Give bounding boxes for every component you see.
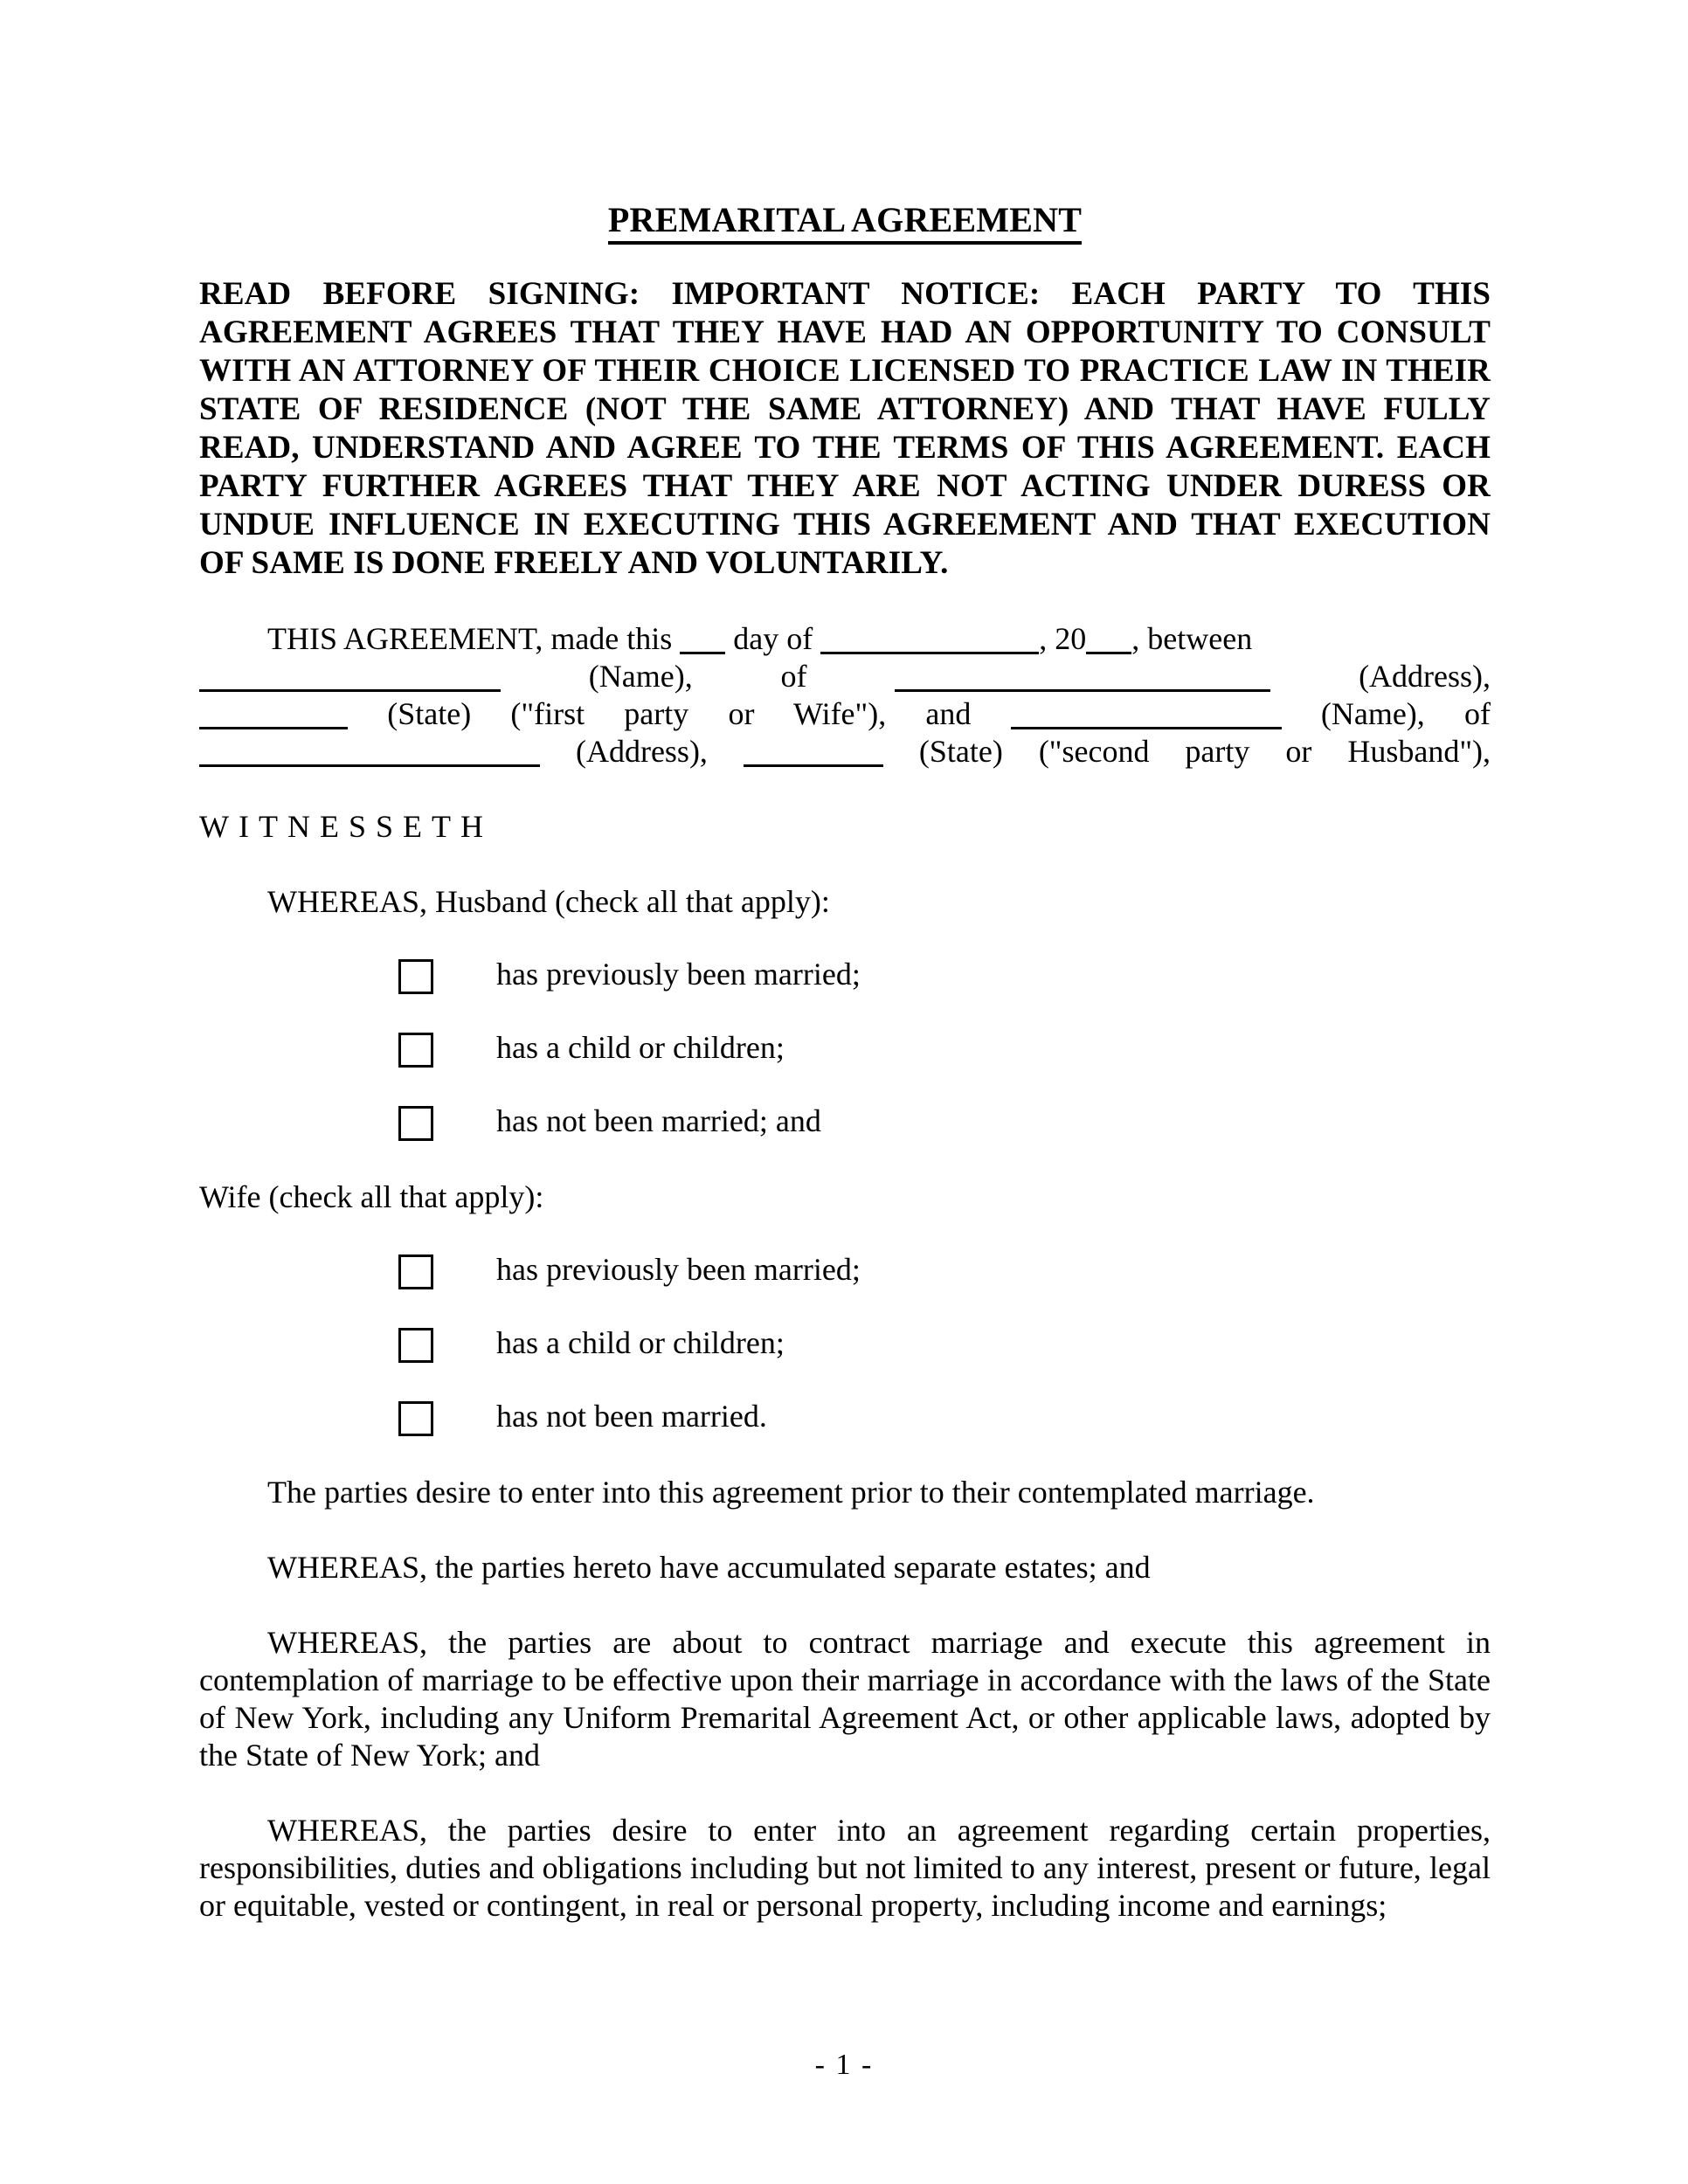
page-title-text: PREMARITAL AGREEMENT <box>608 200 1082 245</box>
husband-section-heading: WHEREAS, Husband (check all that apply): <box>267 884 830 919</box>
husband-checkbox-row-2[interactable] <box>199 1029 1491 1068</box>
year-prefix-label: , 20 <box>1039 621 1087 656</box>
wife-checkbox-label-1: has previously been married; <box>496 1252 861 1287</box>
spacer <box>199 583 1491 620</box>
checkbox-icon[interactable] <box>398 1106 433 1141</box>
wife-checkbox-label-3: has not been married. <box>496 1399 767 1434</box>
name-label-2: (Name), <box>1320 696 1425 731</box>
husband-checkbox-label-2: has a child or children; <box>496 1030 785 1065</box>
second-party-label: ("second party or Husband"), <box>1038 734 1491 769</box>
state-label-2: (State) <box>918 734 1003 769</box>
agreement-opening-line <box>199 620 1491 658</box>
checkbox-icon[interactable] <box>398 1401 433 1436</box>
checkbox-icon[interactable] <box>398 959 433 994</box>
checkbox-icon[interactable] <box>398 1254 433 1289</box>
husband-checkbox-label-3: has not been married; and <box>496 1103 821 1138</box>
opening-lead-text: THIS AGREEMENT, made this <box>267 621 673 656</box>
between-label: , between <box>1131 621 1253 656</box>
body-paragraph-4: WHEREAS, the parties desire to enter into an agreement regarding certain properties, responsibilities, duties and obligations including but not limited to any interest, present or future, legal or equitable, vested or contingent, in real or personal property, including income and earnings; <box>199 1813 1491 1923</box>
page-title <box>199 0 1491 240</box>
spacer <box>199 994 1491 1029</box>
spacer <box>199 1289 1491 1324</box>
husband-address-state-line <box>199 733 1491 771</box>
of-label-1: of <box>780 659 807 694</box>
name-label-1: (Name), <box>588 659 693 694</box>
husband-checkbox-row-1[interactable] <box>199 956 1491 994</box>
year-blank-field[interactable] <box>1086 652 1131 654</box>
wife-checkbox-label-2: has a child or children; <box>496 1325 785 1360</box>
spacer <box>199 1774 1491 1812</box>
day-of-label: day of <box>733 621 813 656</box>
witnesseth-heading: WITNESSETH <box>199 809 493 844</box>
spacer <box>199 1068 1491 1102</box>
wife-section-heading: Wife (check all that apply): <box>199 1179 544 1214</box>
wife-state-blank-field[interactable] <box>199 727 348 729</box>
page-footer <box>0 2049 1688 2082</box>
spacer <box>199 846 1491 883</box>
spacer <box>199 1363 1491 1398</box>
spacer <box>199 921 1491 956</box>
body-paragraph-2: WHEREAS, the parties hereto have accumulated separate estates; and <box>267 1550 1151 1585</box>
month-blank-field[interactable] <box>820 652 1039 654</box>
wife-state-husband-name-line <box>199 695 1491 733</box>
spacer <box>199 1511 1491 1549</box>
husband-checkbox-row-3[interactable] <box>199 1102 1491 1141</box>
body-paragraph-1: The parties desire to enter into this agreement prior to their contemplated marriage. <box>267 1475 1315 1510</box>
of-label-2: of <box>1464 696 1491 731</box>
spacer <box>199 1436 1491 1474</box>
wife-checkbox-row-3[interactable] <box>199 1398 1491 1436</box>
day-blank-field[interactable] <box>680 652 725 654</box>
first-party-label: ("first party or Wife"), and <box>510 696 972 731</box>
important-notice-paragraph: READ BEFORE SIGNING: IMPORTANT NOTICE: EACH PARTY TO THIS AGREEMENT AGREES THAT THEY HAVE HAD AN OPPORTUNITY TO CONSULT WITH AN ATTORNEY OF THEIR CHOICE LICENSED TO PRACTICE LAW IN THEIR STATE OF RESIDENCE (NOT THE SAME ATTORNEY) AND THAT HAVE FULLY READ, UNDERSTAND AND AGREE TO THE TERMS OF THIS AGREEMENT. EACH PARTY FURTHER AGREES THAT THEY ARE NOT ACTING UNDER DURESS OR UNDUE INFLUENCE IN EXECUTING THIS AGREEMENT AND THAT EXECUTION OF SAME IS DONE FREELY AND VOLUNTARILY. <box>199 276 1491 581</box>
spacer <box>199 1586 1491 1624</box>
checkbox-icon[interactable] <box>398 1033 433 1068</box>
document-content <box>199 0 1491 1925</box>
husband-checkbox-label-1: has previously been married; <box>496 957 861 992</box>
address-label-1: (Address), <box>1359 659 1491 694</box>
wife-checkbox-row-1[interactable] <box>199 1251 1491 1289</box>
wife-name-blank-field[interactable] <box>199 689 501 692</box>
husband-name-blank-field[interactable] <box>1011 727 1282 729</box>
wife-address-blank-field[interactable] <box>895 689 1270 692</box>
spacer <box>199 771 1491 808</box>
state-label-1: (State) <box>387 696 472 731</box>
checkbox-icon[interactable] <box>398 1328 433 1363</box>
body-paragraph-3: WHEREAS, the parties are about to contract marriage and execute this agreement in contemplation of marriage to be effective upon their marriage in accordance with the laws of the State of New York, including any Uniform Premarital Agreement Act, or other applicable laws, adopted by the State of New York; and <box>199 1625 1491 1773</box>
husband-address-blank-field[interactable] <box>199 764 540 767</box>
page-number: - 1 - <box>814 2049 874 2081</box>
wife-checkbox-row-2[interactable] <box>199 1324 1491 1363</box>
spacer <box>199 1141 1491 1178</box>
spacer <box>199 1216 1491 1251</box>
address-label-2: (Address), <box>575 734 708 769</box>
wife-name-address-line <box>199 658 1491 695</box>
husband-state-blank-field[interactable] <box>744 764 883 767</box>
